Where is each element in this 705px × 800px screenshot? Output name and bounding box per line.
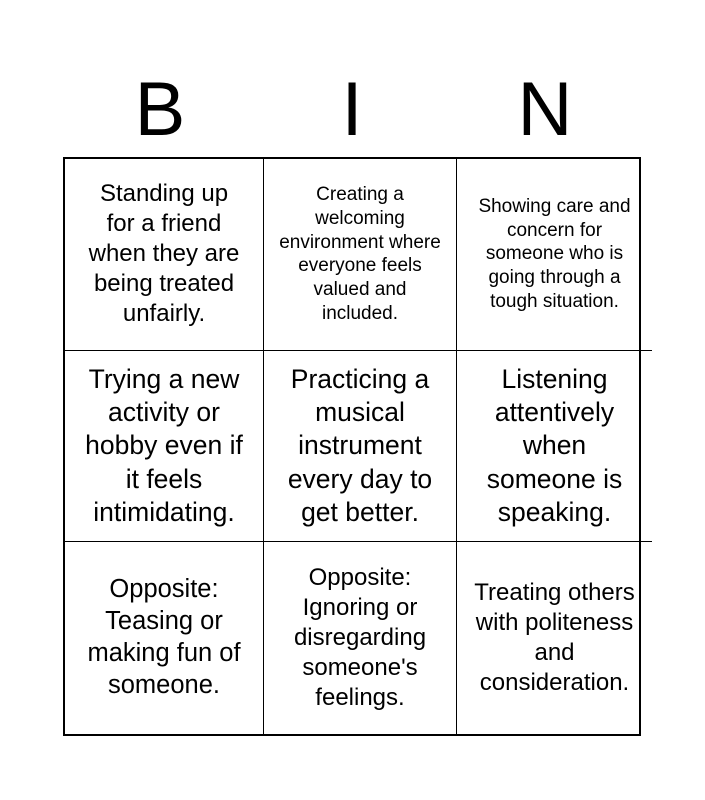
bingo-cell-text: Treating others with politeness and consideration.	[474, 579, 635, 697]
header-letter-i: I	[341, 67, 363, 152]
bingo-cell-r1c3[interactable]	[457, 159, 652, 351]
bingo-cell-r1c1[interactable]	[65, 159, 264, 351]
bingo-cell-text: Trying a new activity or hobby even if it feels intimidating.	[85, 364, 243, 527]
bingo-cell-text: Listening attentively when someone is speaking.	[486, 364, 623, 527]
bingo-cell-r3c1[interactable]	[65, 542, 264, 734]
bingo-cell-r2c1[interactable]	[65, 351, 264, 543]
bingo-cell-text: Standing up for a friend when they are being treated unfairly.	[88, 180, 240, 328]
bingo-cell-text: Practicing a musical instrument every day to get better.	[287, 364, 433, 527]
bingo-cell-text: Showing care and concern for someone who is going through a tough situation.	[478, 195, 631, 312]
bingo-cell-r2c3[interactable]	[457, 351, 652, 543]
bingo-cell-text: Opposite: Ignoring or disregarding someone's feelings.	[293, 564, 427, 712]
bingo-cell-text: Opposite: Teasing or making fun of someone.	[87, 575, 241, 700]
bingo-cell-r3c3[interactable]	[457, 542, 652, 734]
bingo-cell-r2c2[interactable]	[264, 351, 457, 543]
header-letter-b: B	[134, 67, 186, 152]
bingo-header	[64, 62, 641, 158]
bingo-cell-text: Creating a welcoming environment where everyone feels valued and included.	[279, 184, 441, 324]
bingo-cell-r3c2[interactable]	[264, 542, 457, 734]
bingo-card-grid	[63, 157, 641, 736]
bingo-cell-r1c2[interactable]	[264, 159, 457, 351]
header-letter-n: N	[517, 67, 573, 152]
